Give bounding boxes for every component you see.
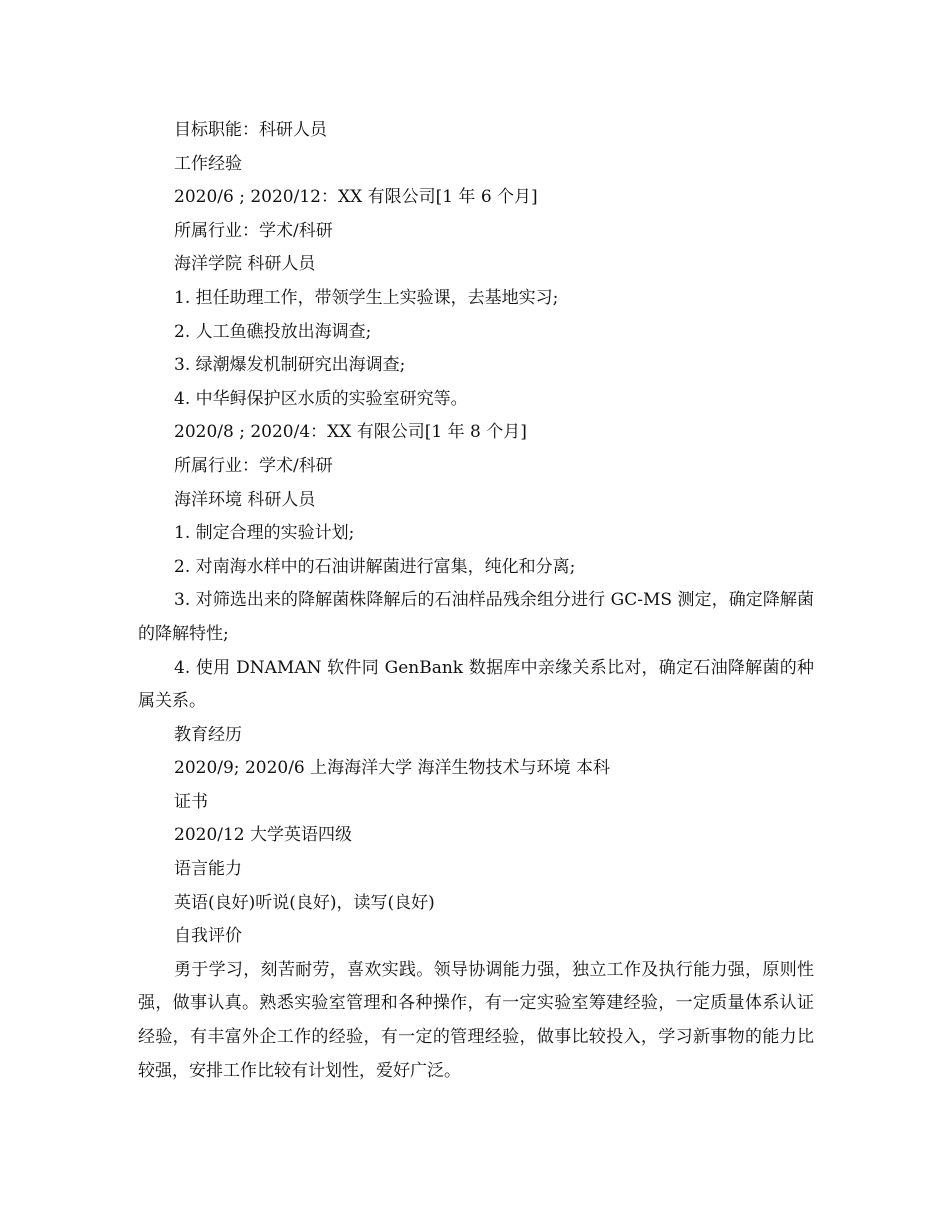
job1-duty: 4. 中华鲟保护区水质的实验室研究等。 [174, 388, 468, 409]
job2-duty: 2. 对南海水样中的石油讲解菌进行富集，纯化和分离; [174, 556, 576, 577]
certificate-entry: 2020/12 大学英语四级 [174, 825, 353, 846]
job2-period: 2020/8 ; 2020/4：XX 有限公司[1 年 8 个月] [174, 422, 527, 443]
job1-period: 2020/6 ; 2020/12：XX 有限公司[1 年 6 个月] [174, 187, 538, 208]
certificate-heading: 证书 [174, 791, 208, 812]
job2-dept-title: 海洋环境 科研人员 [174, 489, 316, 510]
job1-duty: 3. 绿潮爆发机制研究出海调查; [174, 355, 406, 376]
language-heading: 语言能力 [174, 859, 242, 880]
job2-duty: 4. 使用 DNAMAN 软件同 GenBank 数据库中亲缘关系比对，确定石油降解菌的种属关系。 [138, 657, 814, 712]
target-job: 目标职能：科研人员 [174, 120, 327, 140]
job1-dept-title: 海洋学院 科研人员 [174, 254, 316, 275]
job1-duty: 2. 人工鱼礁投放出海调查; [174, 321, 372, 342]
self-evaluation-heading: 自我评价 [174, 926, 242, 947]
job2-duty: 1. 制定合理的实验计划; [174, 523, 355, 544]
self-evaluation-text: 勇于学习，刻苦耐劳，喜欢实践。领导协调能力强，独立工作及执行能力强，原则性强，做事认真。熟悉实验室管理和各种操作，有一定实验室筹建经验，一定质量体系认证经验，有丰富外企工作的经验，有一定的管理经验，做事比较投入，学习新事物的能力比较强，安排工作比较有计划性，爱好广泛。 [138, 959, 814, 1081]
job2-industry: 所属行业：学术/科研 [174, 455, 333, 476]
resume-body [138, 114, 814, 1088]
job1-duty: 1. 担任助理工作，带领学生上实验课，去基地实习; [174, 287, 559, 308]
job1-industry: 所属行业：学术/科研 [174, 220, 333, 241]
language-entry: 英语(良好)听说(良好)，读写(良好) [174, 892, 435, 913]
job2-duty: 3. 对筛选出来的降解菌株降解后的石油样品残余组分进行 GC-MS 测定，确定降解菌的降解特性; [138, 590, 814, 644]
education-heading: 教育经历 [174, 724, 242, 745]
education-entry: 2020/9; 2020/6 上海海洋大学 海洋生物技术与环境 本科 [174, 758, 610, 779]
work-experience-heading: 工作经验 [174, 153, 242, 174]
